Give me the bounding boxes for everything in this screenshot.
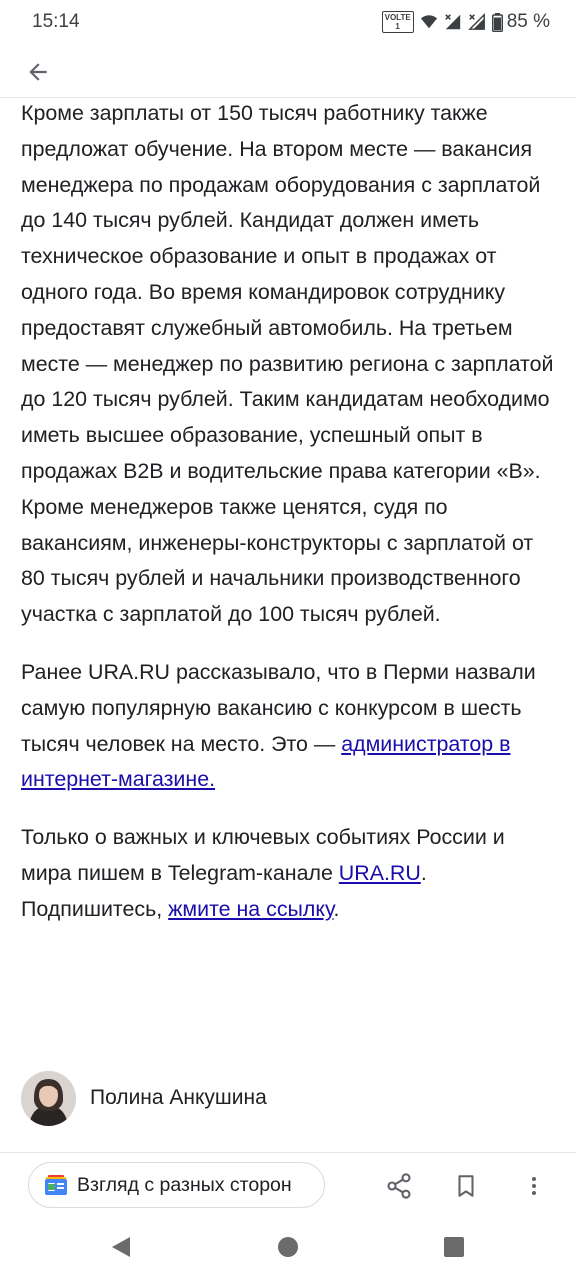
nav-home-button[interactable] [273, 1232, 303, 1262]
wifi-icon [420, 13, 438, 31]
perspectives-chip[interactable] [28, 1162, 325, 1208]
author-name: Полина Анкушина [90, 1086, 267, 1109]
status-bar [0, 0, 576, 44]
paragraph-3-text-before: Только о важных и ключевых событиях России и мира пишем в Telegram-канале [21, 825, 505, 885]
volte-icon [382, 11, 414, 33]
bookmark-button[interactable] [444, 1164, 488, 1208]
article-body [21, 96, 561, 950]
nav-recents-button[interactable] [439, 1232, 469, 1262]
signal-icon-1 [444, 13, 462, 31]
bookmark-icon [453, 1172, 479, 1200]
link-subscribe[interactable]: жмите на ссылку [168, 896, 334, 921]
status-icons [382, 11, 550, 33]
article-paragraph-1: Кроме зарплаты от 150 тысяч работнику также предложат обучение. На втором месте — вакансия менеджера по продажам оборудования с зарплатой до 140 тысяч рублей. Кандидат должен иметь техническое образование и опыт в продажах от одного года. Во время командировок сотруднику предоставят служебный автомобиль. На третьем месте — менеджер по развитию региона с зарплатой до 120 тысяч рублей. Таким кандидатам необходимо иметь высшее образование, успешный опыт в продажах B2B и водительские права категории «B». Кроме менеджеров также ценятся, судя по вакансиям, инженеры-конструкторы с зарплатой от 80 тысяч рублей и начальники производственного участка с зарплатой до 100 тысяч рублей. [21, 101, 554, 627]
battery [492, 11, 550, 33]
clock: 15:14 [32, 11, 80, 32]
paragraph-2-text: Ранее URA.RU рассказывало, что в Перми назвали самую популярную вакансию с конкурсом в шесть тысяч человек на место. Это — [21, 659, 536, 756]
share-icon [385, 1172, 413, 1200]
arrow-back-icon [25, 59, 51, 85]
more-vert-icon [522, 1172, 546, 1200]
article-paragraph-3 [21, 820, 561, 927]
link-ura-telegram[interactable]: URA.RU [338, 860, 421, 885]
link-admin-internet-shop[interactable]: администратор в интернет-магазине. [21, 731, 511, 792]
article-paragraph-2 [21, 655, 561, 798]
paragraph-3-text-middle: . Подпишитесь, [21, 860, 427, 921]
signal-icon-2 [468, 13, 486, 31]
more-options-button[interactable] [512, 1164, 556, 1208]
system-navigation-bar [0, 1214, 576, 1280]
square-recents-icon [443, 1236, 465, 1258]
triangle-back-icon [110, 1235, 132, 1259]
author-block[interactable] [21, 1069, 267, 1127]
bottom-divider [0, 1152, 576, 1153]
battery-percent: 85 % [506, 11, 550, 32]
google-news-icon [45, 1175, 67, 1195]
author-avatar [21, 1071, 76, 1126]
circle-home-icon [277, 1236, 299, 1258]
volte-label: VOLTE [384, 13, 411, 22]
volte-sub: 1 [395, 22, 400, 31]
battery-icon [492, 13, 503, 32]
author-photo [21, 1071, 76, 1126]
back-button[interactable] [18, 52, 58, 92]
nav-back-button[interactable] [106, 1232, 136, 1262]
top-toolbar [0, 44, 576, 98]
perspectives-chip-label: Взгляд с разных сторон [77, 1173, 292, 1196]
paragraph-3-text-after: . [333, 896, 340, 921]
share-button[interactable] [377, 1164, 421, 1208]
